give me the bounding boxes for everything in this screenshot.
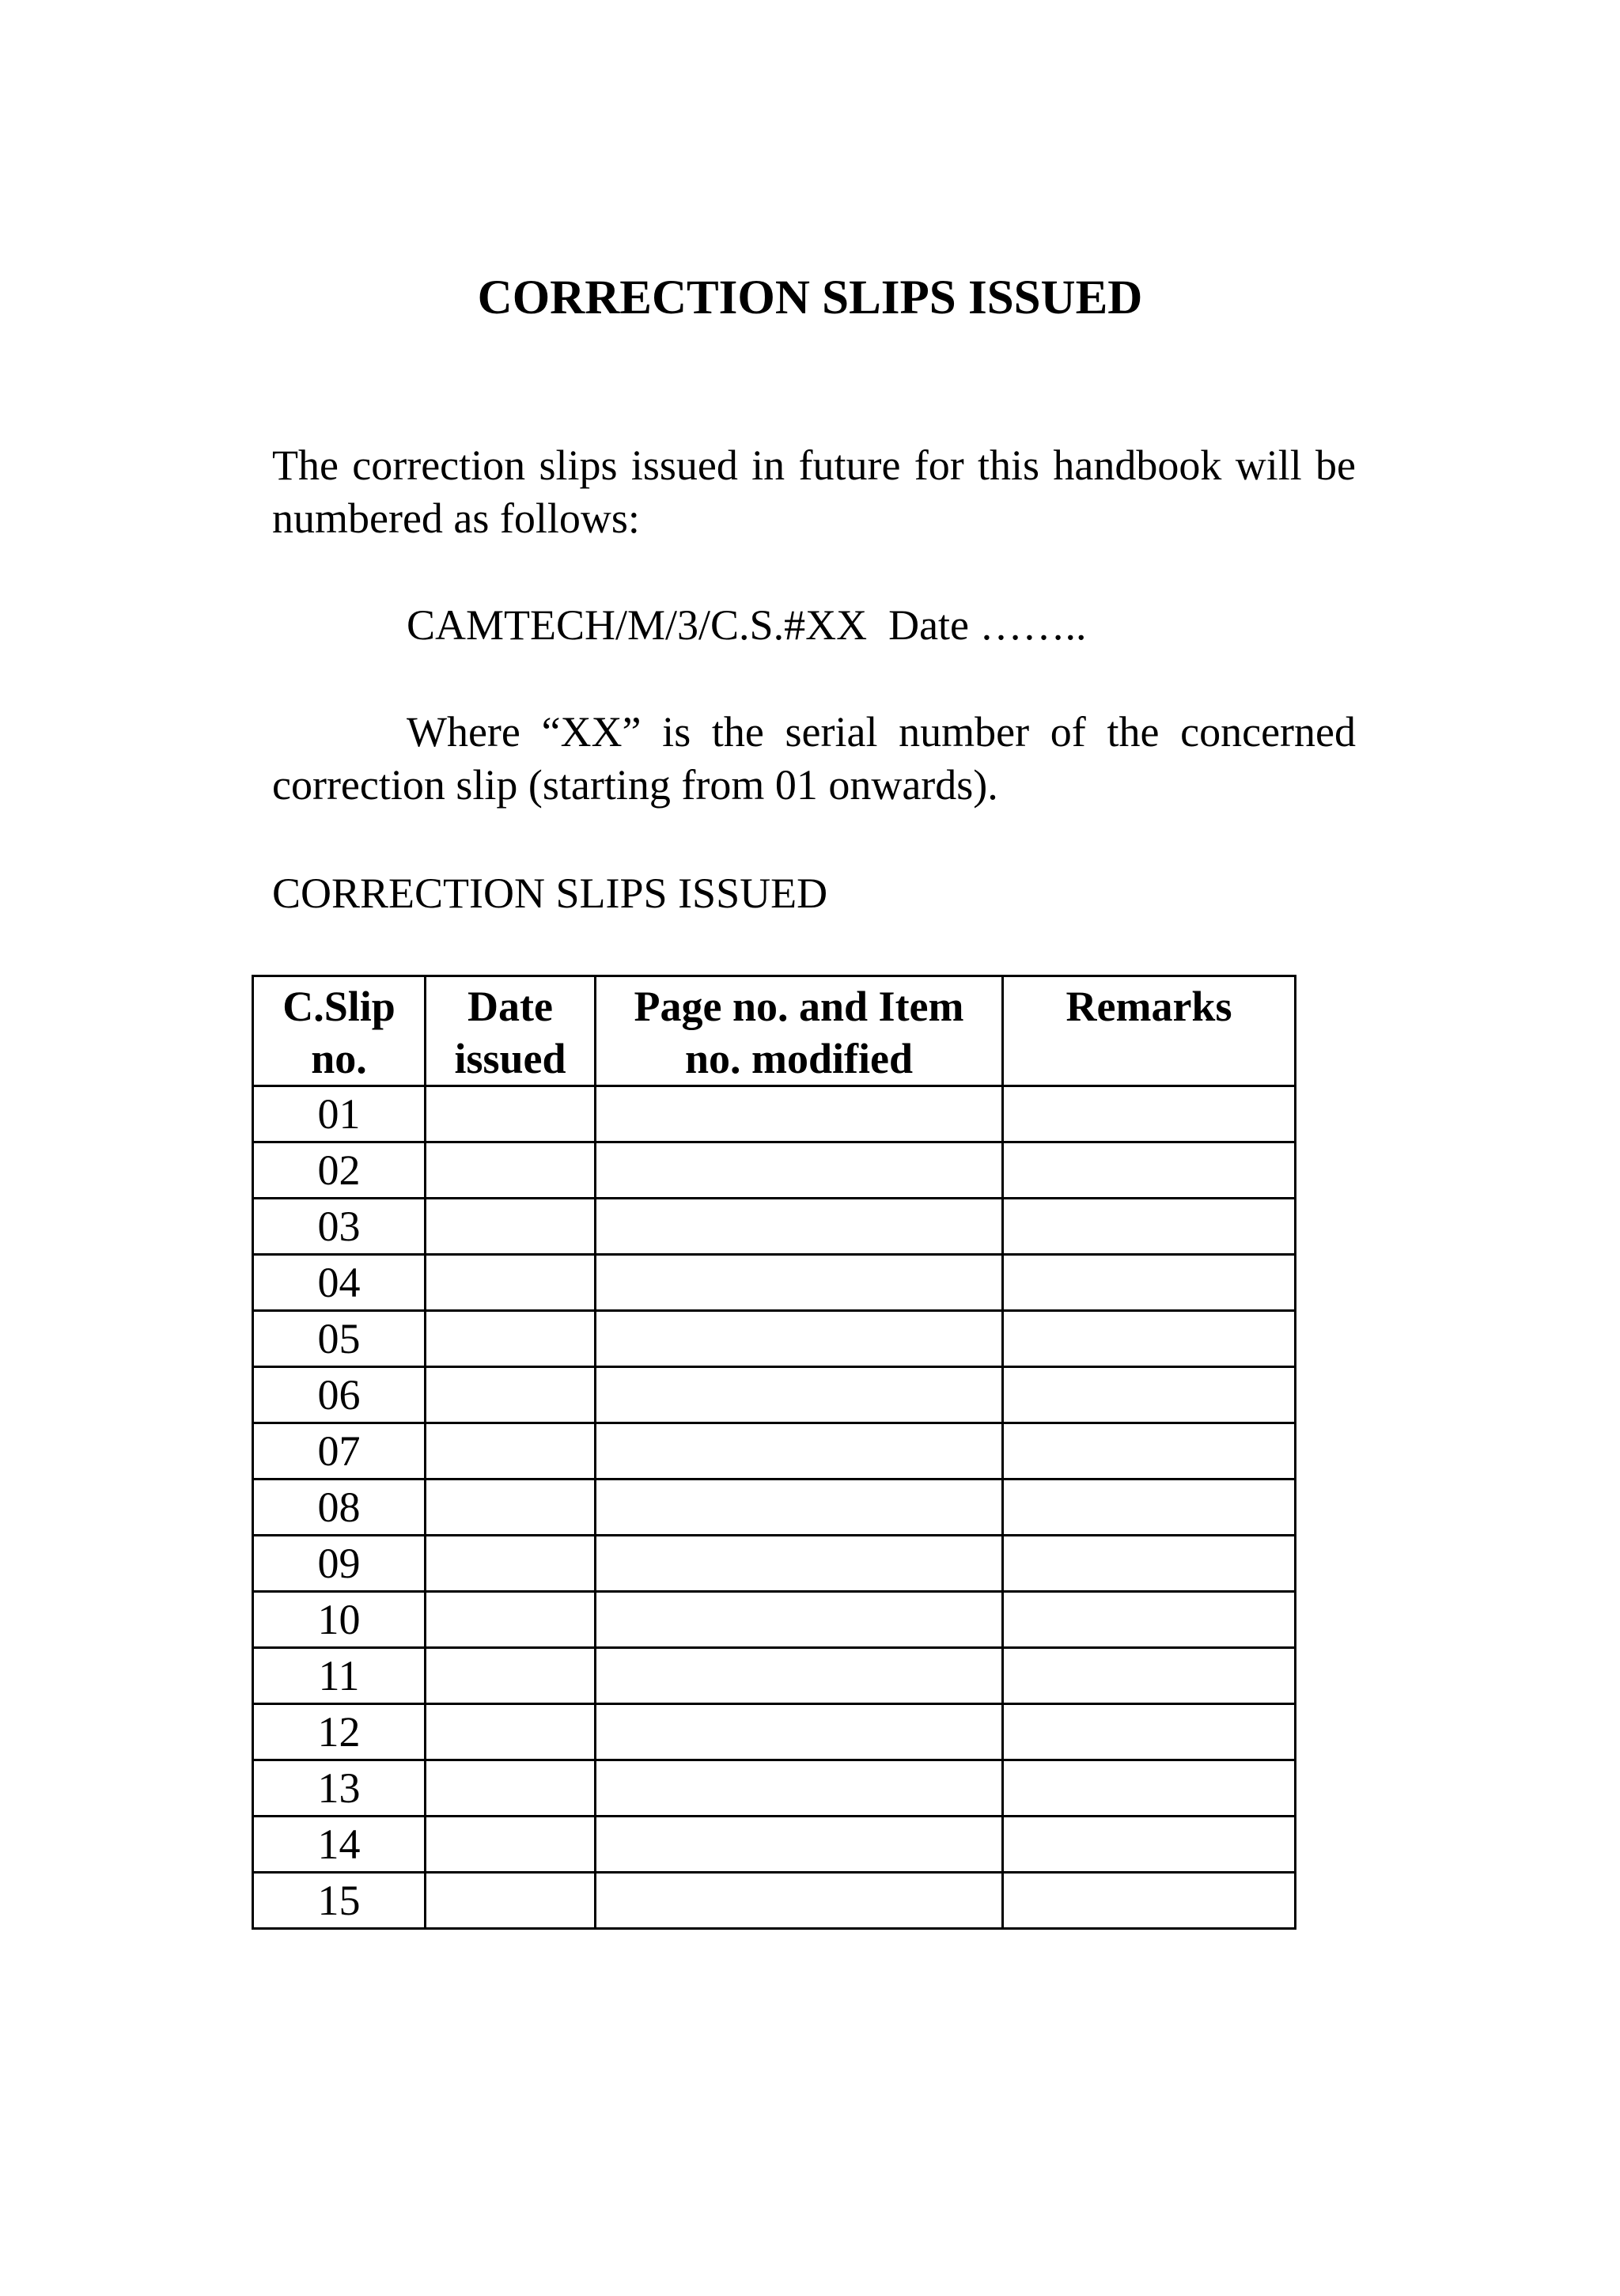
- cell-remarks: [1003, 1199, 1296, 1255]
- cell-page-item: [596, 1817, 1003, 1873]
- table-row: [253, 1142, 1296, 1199]
- cell-page-item: [596, 1199, 1003, 1255]
- table-row: [253, 1536, 1296, 1592]
- table-body: [253, 1086, 1296, 1929]
- header-slip-no-line2: no.: [311, 1035, 367, 1082]
- cell-remarks: [1003, 1648, 1296, 1704]
- table-row: [253, 1760, 1296, 1817]
- cell-remarks: [1003, 1255, 1296, 1311]
- cell-slip-no: 05: [253, 1311, 426, 1367]
- cell-date-issued: [426, 1648, 596, 1704]
- cell-page-item: [596, 1142, 1003, 1199]
- page-title: CORRECTION SLIPS ISSUED: [477, 271, 1143, 324]
- table-row: [253, 1480, 1296, 1536]
- cell-page-item: [596, 1873, 1003, 1929]
- cell-remarks: [1003, 1423, 1296, 1480]
- cell-page-item: [596, 1255, 1003, 1311]
- cell-page-item: [596, 1086, 1003, 1142]
- cell-date-issued: [426, 1480, 596, 1536]
- table-row: [253, 1086, 1296, 1142]
- cell-slip-no: 09: [253, 1536, 426, 1592]
- cell-slip-no: 01: [253, 1086, 426, 1142]
- table-row: [253, 1592, 1296, 1648]
- header-page-item-line2: no. modified: [684, 1035, 914, 1082]
- cell-page-item: [596, 1480, 1003, 1536]
- cell-page-item: [596, 1423, 1003, 1480]
- section-label: CORRECTION SLIPS ISSUED: [272, 870, 828, 917]
- header-slip-no-line1: C.Slip: [282, 983, 396, 1030]
- cell-slip-no: 13: [253, 1760, 426, 1817]
- cell-page-item: [596, 1311, 1003, 1367]
- table-row: [253, 1199, 1296, 1255]
- cell-remarks: [1003, 1817, 1296, 1873]
- cell-date-issued: [426, 1536, 596, 1592]
- cell-date-issued: [426, 1817, 596, 1873]
- cell-date-issued: [426, 1199, 596, 1255]
- cell-remarks: [1003, 1480, 1296, 1536]
- cell-slip-no: 07: [253, 1423, 426, 1480]
- cell-page-item: [596, 1536, 1003, 1592]
- cell-remarks: [1003, 1704, 1296, 1760]
- numbering-format: CAMTECH/M/3/C.S.#XX Date ……..: [407, 601, 1087, 649]
- cell-slip-no: 10: [253, 1592, 426, 1648]
- cell-remarks: [1003, 1311, 1296, 1367]
- cell-remarks: [1003, 1592, 1296, 1648]
- cell-remarks: [1003, 1142, 1296, 1199]
- cell-date-issued: [426, 1367, 596, 1423]
- cell-remarks: [1003, 1760, 1296, 1817]
- table-row: [253, 1255, 1296, 1311]
- table-row: [253, 1367, 1296, 1423]
- header-page-item: [596, 976, 1003, 1086]
- cell-date-issued: [426, 1423, 596, 1480]
- serial-number-explanation: Where “XX” is the serial number of the concerned correction slip (starting from 01 onwards).: [272, 708, 1356, 809]
- table-header-row: [253, 976, 1296, 1086]
- header-date-issued-line2: issued: [454, 1035, 566, 1082]
- cell-slip-no: 15: [253, 1873, 426, 1929]
- cell-remarks: [1003, 1086, 1296, 1142]
- cell-page-item: [596, 1760, 1003, 1817]
- cell-date-issued: [426, 1760, 596, 1817]
- header-remarks-line1: Remarks: [1065, 983, 1232, 1030]
- cell-page-item: [596, 1367, 1003, 1423]
- correction-slips-table: [252, 975, 1296, 1930]
- cell-slip-no: 03: [253, 1199, 426, 1255]
- cell-slip-no: 12: [253, 1704, 426, 1760]
- header-remarks: [1003, 976, 1296, 1086]
- header-date-issued: [426, 976, 596, 1086]
- cell-slip-no: 14: [253, 1817, 426, 1873]
- cell-slip-no: 08: [253, 1480, 426, 1536]
- table-row: [253, 1648, 1296, 1704]
- header-slip-no: [253, 976, 426, 1086]
- cell-page-item: [596, 1592, 1003, 1648]
- cell-date-issued: [426, 1255, 596, 1311]
- cell-date-issued: [426, 1086, 596, 1142]
- cell-remarks: [1003, 1873, 1296, 1929]
- header-date-issued-line1: Date: [467, 983, 553, 1030]
- cell-slip-no: 06: [253, 1367, 426, 1423]
- cell-date-issued: [426, 1142, 596, 1199]
- table-row: [253, 1873, 1296, 1929]
- cell-date-issued: [426, 1311, 596, 1367]
- cell-date-issued: [426, 1592, 596, 1648]
- table-row: [253, 1311, 1296, 1367]
- table-row: [253, 1817, 1296, 1873]
- cell-remarks: [1003, 1367, 1296, 1423]
- cell-page-item: [596, 1648, 1003, 1704]
- cell-slip-no: 04: [253, 1255, 426, 1311]
- cell-date-issued: [426, 1873, 596, 1929]
- table-row: [253, 1704, 1296, 1760]
- cell-slip-no: 11: [253, 1648, 426, 1704]
- intro-paragraph: The correction slips issued in future for this handbook will be numbered as follows:: [272, 441, 1356, 542]
- cell-remarks: [1003, 1536, 1296, 1592]
- cell-date-issued: [426, 1704, 596, 1760]
- cell-slip-no: 02: [253, 1142, 426, 1199]
- header-page-item-line1: Page no. and Item: [634, 983, 964, 1030]
- cell-page-item: [596, 1704, 1003, 1760]
- table-row: [253, 1423, 1296, 1480]
